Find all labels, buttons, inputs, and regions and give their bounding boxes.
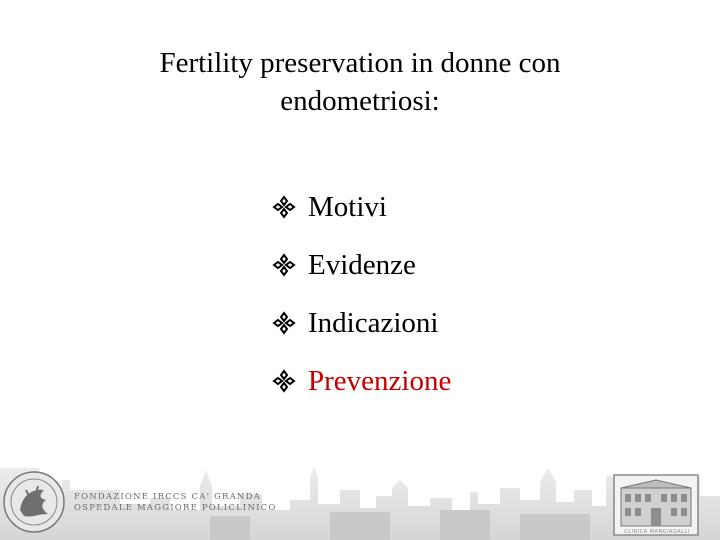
slide-title-line-2: endometriosi:: [280, 85, 440, 117]
bullet-label: Indicazioni: [308, 306, 439, 339]
diamond-bullet-icon: [272, 253, 296, 277]
bullet-label: Prevenzione: [308, 364, 452, 397]
slide-title-line-1: Fertility preservation in donne con: [159, 47, 561, 79]
diamond-bullet-icon: [272, 311, 296, 335]
diamond-bullet-icon: [272, 369, 296, 393]
bullet-label: Evidenze: [308, 248, 416, 281]
foundation-seal-logo: [2, 470, 66, 534]
bullet-label: Motivi: [308, 190, 387, 223]
diamond-bullet-icon: [272, 195, 296, 219]
foundation-name-line-1: FONDAZIONE IRCCS CA' GRANDA: [74, 492, 261, 502]
bullet-item-prevenzione: [272, 352, 451, 410]
clinic-building-logo: [613, 474, 699, 536]
clinic-caption: CLINICA MANGIAGALLI: [624, 529, 690, 535]
bullet-item-indicazioni: [272, 294, 451, 352]
foundation-name: [74, 492, 277, 514]
foundation-name-line-2: OSPEDALE MAGGIORE POLICLINICO: [74, 503, 277, 513]
bullet-item-evidenze: [272, 236, 451, 294]
slide-title: [0, 44, 720, 120]
bullet-item-motivi: [272, 178, 451, 236]
bullet-list: [272, 178, 451, 410]
